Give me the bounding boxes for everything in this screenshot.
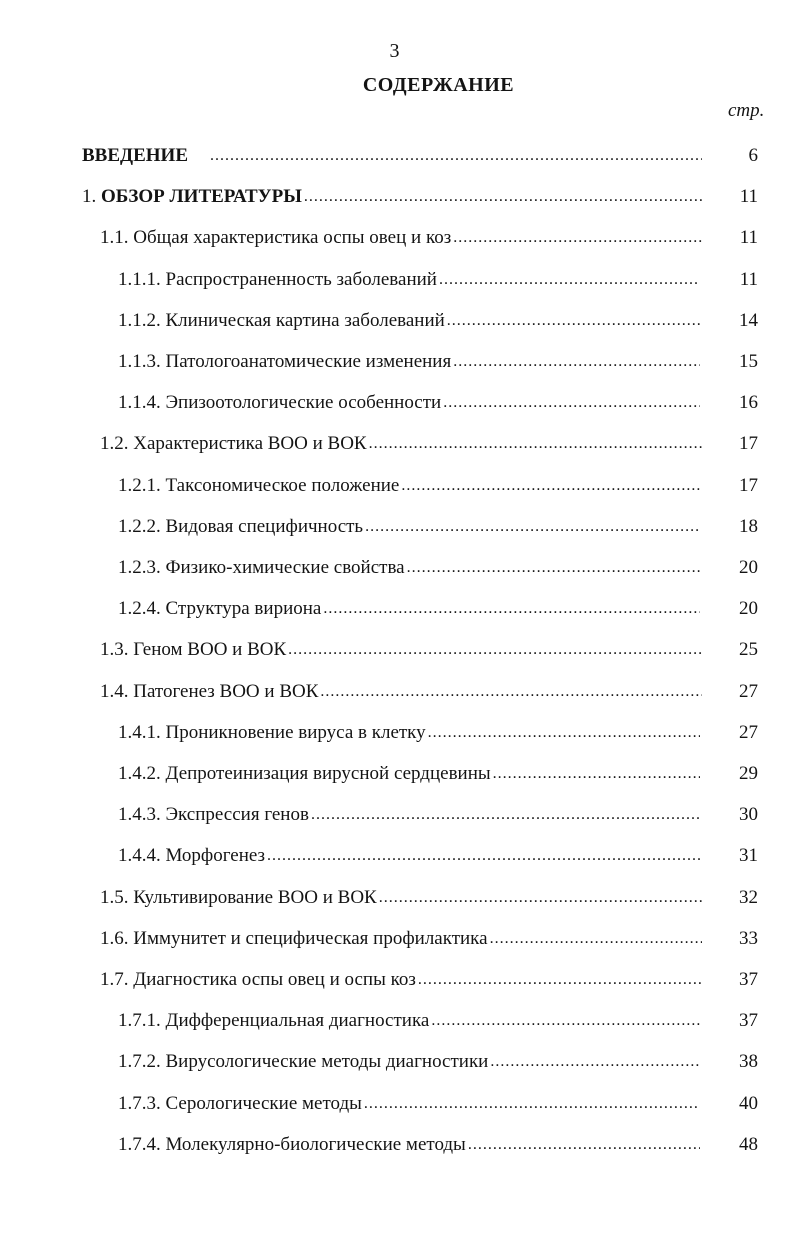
toc-entry-number: 1.7.4. bbox=[118, 1133, 161, 1155]
toc-entry bbox=[118, 264, 758, 292]
dot-leader bbox=[453, 350, 700, 374]
dot-leader bbox=[428, 721, 700, 745]
dot-leader bbox=[364, 1092, 700, 1116]
toc-entry-number: 1.1.4. bbox=[118, 392, 161, 414]
toc-entry-number: 1.7.1. bbox=[118, 1010, 161, 1032]
dot-leader bbox=[210, 144, 702, 168]
toc-entry-title: Проникновение вируса в клетку bbox=[165, 721, 426, 743]
toc-entry-number: 1.5. bbox=[100, 886, 129, 908]
toc-entry bbox=[118, 1046, 758, 1074]
toc-entry bbox=[118, 305, 758, 333]
page-title: СОДЕРЖАНИЕ bbox=[362, 74, 515, 96]
dot-leader bbox=[418, 968, 702, 992]
toc-entry-title: Депротеинизация вирусной сердцевины bbox=[165, 763, 491, 784]
toc-entry-title: Вирусологические методы диагностики bbox=[165, 1051, 489, 1073]
toc-entry-title: Морфогенез bbox=[165, 845, 266, 867]
toc-entry-page: 37 bbox=[739, 969, 758, 990]
toc-entry-title: Распространенность заболеваний bbox=[165, 268, 437, 290]
toc-entry bbox=[118, 470, 758, 498]
dot-leader bbox=[369, 432, 702, 456]
dot-leader bbox=[401, 474, 700, 498]
dot-leader bbox=[439, 268, 700, 292]
toc-entry-title: Геном ВОО и ВОК bbox=[133, 639, 287, 661]
dot-leader bbox=[267, 844, 700, 868]
dot-leader bbox=[493, 762, 700, 786]
dot-leader bbox=[490, 1050, 700, 1074]
toc-entry-title: Серологические методы bbox=[165, 1092, 362, 1114]
dot-leader bbox=[365, 515, 700, 539]
dot-leader bbox=[311, 803, 700, 827]
dot-leader bbox=[288, 638, 702, 662]
toc-entry-number: 1.1.3. bbox=[118, 351, 161, 372]
toc-entry-title: Культивирование ВОО и ВОК bbox=[133, 886, 377, 908]
toc-entry-page: 30 bbox=[739, 804, 758, 826]
toc-entry bbox=[118, 1088, 758, 1116]
dot-leader bbox=[490, 927, 702, 951]
dot-leader bbox=[431, 1009, 700, 1033]
dot-leader bbox=[320, 680, 702, 704]
toc-entry-title: Видовая специфичность bbox=[165, 515, 364, 537]
toc-entry-number: 1.6. bbox=[100, 927, 129, 949]
toc-entry-title: Характеристика ВОО и ВОК bbox=[133, 433, 367, 455]
dot-leader bbox=[323, 597, 700, 621]
dot-leader bbox=[407, 556, 700, 580]
toc-entry bbox=[100, 222, 758, 250]
toc-entry-page: 25 bbox=[739, 639, 758, 661]
toc-entry-number: 1.7.3. bbox=[118, 1092, 161, 1114]
toc-entry-number: 1. bbox=[82, 186, 97, 208]
toc-entry-number: 1.2.4. bbox=[118, 598, 161, 620]
toc-entry-number: 1.7. bbox=[100, 969, 129, 990]
toc-entry-title: Патогенез ВОО и ВОК bbox=[133, 680, 319, 702]
toc-entry bbox=[100, 882, 758, 910]
toc-entry bbox=[118, 1005, 758, 1033]
toc-entry-title: Эпизоотологические особенности bbox=[165, 392, 442, 414]
toc-entry-page: 48 bbox=[739, 1133, 758, 1155]
toc-entry-page: 6 bbox=[748, 145, 758, 166]
toc-entry-page: 17 bbox=[739, 433, 758, 455]
toc-entry-number: 1.1.1. bbox=[118, 268, 161, 290]
toc-entry-title: Молекулярно-биологические методы bbox=[165, 1133, 466, 1155]
toc-entry-title: ВВЕДЕНИЕ bbox=[82, 145, 188, 166]
toc-entry-number: 1.1.2. bbox=[118, 309, 161, 331]
dot-leader bbox=[379, 886, 702, 910]
toc-entry-page: 33 bbox=[739, 927, 758, 949]
toc-entry-number: 1.4.4. bbox=[118, 845, 161, 867]
toc-entry-page: 20 bbox=[739, 557, 758, 578]
toc-entry-number: 1.4.3. bbox=[118, 804, 161, 826]
toc-entry-page: 27 bbox=[739, 721, 758, 743]
toc-entry bbox=[100, 676, 758, 704]
toc-entry-title: Экспрессия генов bbox=[165, 804, 309, 826]
toc-entry-title: Общая характеристика оспы овец и коз bbox=[133, 227, 452, 249]
toc-entry-page: 32 bbox=[739, 886, 758, 908]
toc-entry-title: Патологоанатомические изменения bbox=[165, 351, 452, 372]
toc-entry bbox=[118, 346, 758, 374]
toc-entry-title: Дифференциальная диагностика bbox=[165, 1010, 430, 1032]
dot-leader bbox=[443, 391, 700, 415]
toc-entry-page: 29 bbox=[739, 763, 758, 784]
toc-entry-title: Таксономическое положение bbox=[165, 474, 400, 496]
toc-entry-number: 1.4. bbox=[100, 680, 129, 702]
toc-entry bbox=[118, 1129, 758, 1157]
toc-entry-page: 40 bbox=[739, 1092, 758, 1114]
toc-entry-title: Иммунитет и специфическая профилактика bbox=[133, 927, 488, 949]
toc-entry-page: 16 bbox=[739, 392, 758, 414]
toc-entry bbox=[100, 634, 758, 662]
toc-entry-number: 1.4.1. bbox=[118, 721, 161, 743]
toc-entry bbox=[118, 840, 758, 868]
toc-entry bbox=[82, 140, 758, 168]
toc-entry bbox=[100, 964, 758, 992]
toc-entry-page: 15 bbox=[739, 351, 758, 372]
toc-entry-number: 1.2. bbox=[100, 433, 129, 455]
toc-entry-page: 20 bbox=[739, 598, 758, 620]
dot-leader bbox=[447, 309, 700, 333]
toc-entry bbox=[118, 552, 758, 580]
toc-entry bbox=[100, 428, 758, 456]
page-number: 3 bbox=[389, 40, 400, 62]
toc-entry-title: Физико-химические свойства bbox=[165, 557, 405, 578]
dot-leader bbox=[453, 226, 702, 250]
toc-entry-title: Структура вириона bbox=[165, 598, 322, 620]
page-column-label: стр. bbox=[728, 100, 765, 121]
toc-entry-number: 1.3. bbox=[100, 639, 129, 661]
toc-entry-title: ОБЗОР ЛИТЕРАТУРЫ bbox=[101, 186, 302, 208]
toc-entry-title: Клиническая картина заболеваний bbox=[165, 309, 445, 331]
toc-entry-page: 18 bbox=[739, 515, 758, 537]
toc-entry bbox=[118, 387, 758, 415]
toc-entry bbox=[82, 181, 758, 209]
toc-entry-title: Диагностика оспы овец и оспы коз bbox=[133, 969, 416, 990]
toc-entry bbox=[118, 593, 758, 621]
toc-entry-page: 14 bbox=[739, 309, 758, 331]
toc-entry-page: 11 bbox=[739, 268, 758, 290]
dot-leader bbox=[468, 1133, 700, 1157]
toc-entry-page: 11 bbox=[739, 227, 758, 249]
toc-entry-number: 1.2.3. bbox=[118, 557, 161, 578]
toc-entry-number: 1.1. bbox=[100, 227, 129, 249]
toc-entry-page: 17 bbox=[739, 474, 758, 496]
toc-entry-number: 1.4.2. bbox=[118, 763, 161, 784]
toc-entry-page: 38 bbox=[739, 1051, 758, 1073]
toc-entry bbox=[118, 511, 758, 539]
toc-entry-page: 37 bbox=[739, 1010, 758, 1032]
toc-entry bbox=[118, 758, 758, 786]
dot-leader bbox=[304, 185, 702, 209]
toc-entry-page: 27 bbox=[739, 680, 758, 702]
toc-entry-page: 31 bbox=[739, 845, 758, 867]
toc-entry-page: 11 bbox=[739, 186, 758, 208]
toc-entry bbox=[100, 923, 758, 951]
toc-entry-number: 1.7.2. bbox=[118, 1051, 161, 1073]
toc-entry bbox=[118, 717, 758, 745]
toc-entry-number: 1.2.1. bbox=[118, 474, 161, 496]
toc-entry-number: 1.2.2. bbox=[118, 515, 161, 537]
toc-entry bbox=[118, 799, 758, 827]
